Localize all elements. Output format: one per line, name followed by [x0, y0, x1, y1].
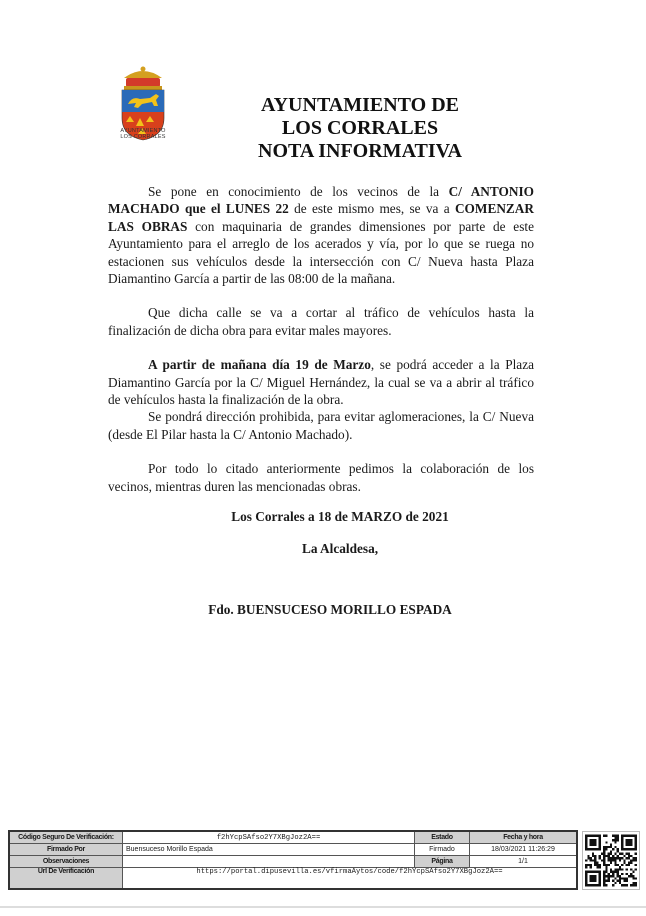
code-label: Código Seguro De Verificación: [9, 831, 123, 844]
title-line-2: LOS CORRALES [281, 117, 439, 139]
document-title [210, 94, 510, 163]
signed-by-label: Firmado Por [9, 844, 123, 856]
paragraph-one-way [108, 408, 534, 443]
signed-by-value: Buensuceso Morillo Espada [123, 844, 415, 856]
observations-value [123, 856, 415, 868]
table-row [9, 831, 577, 844]
signer-role: La Alcaldesa, [301, 541, 379, 556]
state-value: Firmado [415, 844, 470, 856]
logo-caption-line1: AYUNTAMIENTO [120, 128, 166, 134]
table-row [9, 868, 577, 890]
crown-icon [124, 67, 162, 91]
paragraph-1-run: Se pone en conocimiento de los vecinos de la [148, 184, 449, 199]
paragraph-plaza-access [108, 356, 534, 408]
title-line-1: AYUNTAMIENTO DE [261, 94, 459, 116]
place-date: Los Corrales a 18 de MARZO de 2021 [231, 509, 449, 524]
paragraph-1-run: con maquinaria de grandes dimensiones por parte de este Ayuntamiento para el arreglo de los acerados y vía, por lo que se ruega no estacionen sus vehículos desde la intersección con C/ Nueva hasta Plaza Diamantino García a partir de las 08:00 de la mañana. [108, 218, 534, 287]
qr-code-icon[interactable] [582, 831, 640, 890]
paragraph-street-closure [108, 304, 534, 339]
paragraph-works-start [108, 183, 534, 287]
datetime-label: Fecha y hora [470, 831, 578, 844]
paragraph-3-text: , se podrá acceder a la Plaza Diamantino García por la C/ Miguel Hernández, la cual se va a abrir al tráfico de vehículos hasta la finalización de la obra. [108, 357, 535, 408]
datetime-value: 18/03/2021 11:26:29 [470, 844, 578, 856]
code-value: f2hYcpSAfso2Y7XBgJoz2A== [123, 831, 415, 844]
paragraph-1-run: C/ ANTONIO MACHADO que el LUNES 22 [108, 184, 534, 217]
state-label: Estado [415, 831, 470, 844]
page-value: 1/1 [470, 856, 578, 868]
logo-caption [104, 128, 182, 140]
paragraph-5-text: Por todo lo citado anteriormente pedimos la colaboración de los vecinos, mientras duren las mencionadas obras. [108, 461, 534, 494]
paragraph-1-run: COMENZAR LAS OBRAS [108, 201, 534, 234]
page-label: Página [415, 856, 470, 868]
page-divider [0, 906, 646, 908]
paragraph-2-text: Que dicha calle se va a cortar al tráfico de vehículos hasta la finalización de dicha obra para evitar males mayores. [108, 305, 534, 338]
verification-table [8, 830, 578, 890]
url-value[interactable]: https://portal.dipusevilla.es/vfirmaAytos/code/f2hYcpSAfso2Y7XBgJoz2A== [123, 868, 578, 890]
observations-label: Observaciones [9, 856, 123, 868]
signer-name: Fdo. BUENSUCESO MORILLO ESPADA [208, 602, 452, 617]
table-row [9, 856, 577, 868]
paragraph-3-bold: A partir de mañana día 19 de Marzo [148, 357, 371, 373]
url-label: Url De Verificación [9, 868, 123, 890]
logo-caption-line2: LOS CORRALES [120, 134, 166, 140]
paragraph-collaboration [108, 460, 534, 495]
notice-body [108, 183, 534, 495]
paragraph-1-run: de este mismo mes, se va a [288, 201, 455, 217]
paragraph-4-text: Se pondrá dirección prohibida, para evitar aglomeraciones, la C/ Nueva (desde El Pilar hasta la C/ Antonio Machado). [108, 409, 534, 442]
title-line-3: NOTA INFORMATIVA [258, 140, 462, 162]
table-row [9, 844, 577, 856]
